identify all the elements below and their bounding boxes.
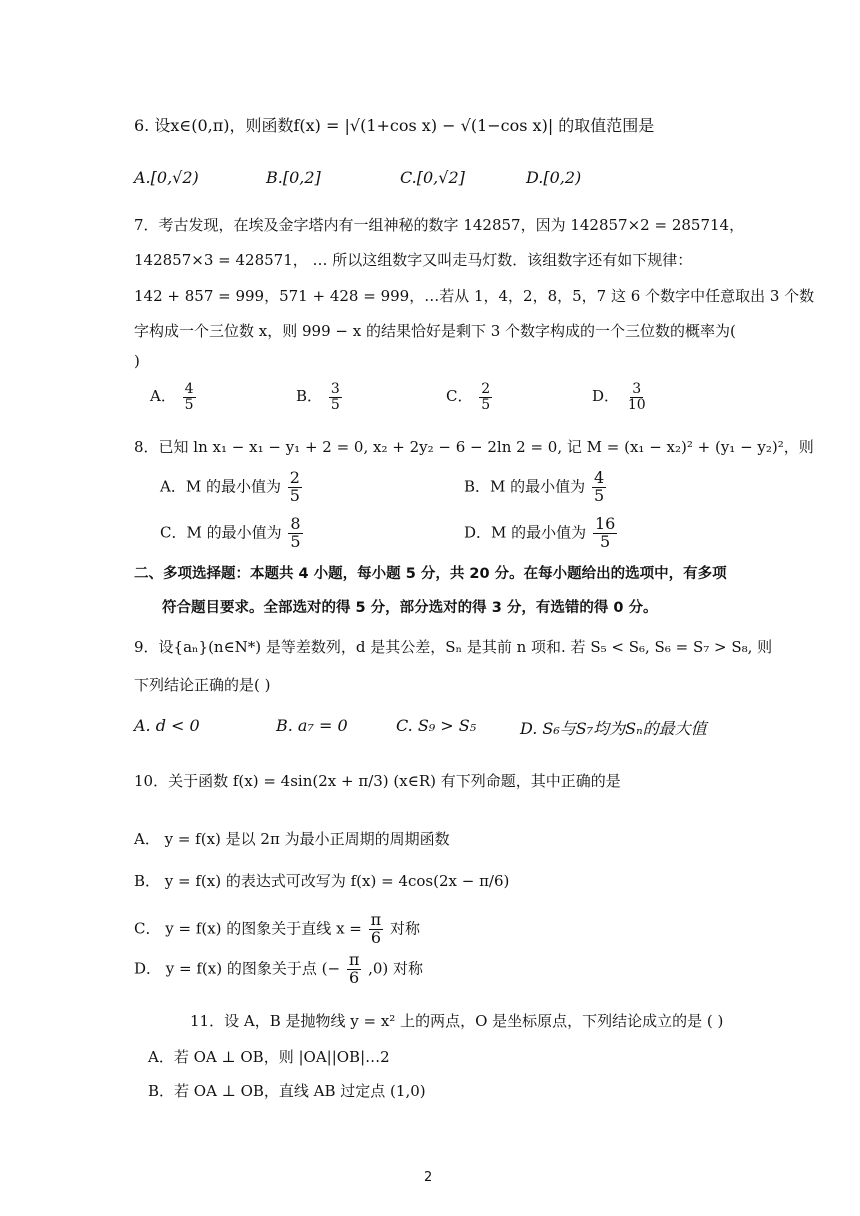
q7-option-b-label: B． (296, 387, 323, 406)
q8-option-a (160, 470, 304, 505)
q10-option-c-den: 6 (370, 927, 381, 947)
q7-option-d-num: 3 (632, 381, 642, 397)
q7-line-2: 142857×3 = 428571， … 所以这组数字又叫走马灯数．该组数字还有如下规律： (134, 251, 693, 269)
q10-option-d-den: 6 (348, 967, 360, 987)
q9-option-b: B. a₇ = 0 (276, 716, 348, 735)
q8-option-d (464, 516, 619, 551)
q9-line-1: 9．设{aₙ}(n∈N*) 是等差数列，d 是其公差，Sₙ 是其前 n 项和. 若 S₅ < S₆, S₆ = S₇ > S₈, 则 (134, 638, 773, 656)
q10-option-a: A． y = f(x) 是以 2π 为最小正周期的周期函数 (134, 830, 450, 848)
q7-line-4: 字构成一个三位数 x，则 999 − x 的结果恰好是剩下 3 个数字构成的一个三位数的概率为( (134, 322, 736, 340)
q8-option-c (160, 516, 305, 551)
q6-option-a: A.[0,√2) (134, 168, 199, 187)
q7-option-b-den: 5 (330, 396, 340, 413)
q8-option-b-den: 5 (593, 485, 605, 505)
q10-option-d-text: D． y = f(x) 的图象关于点 (− (134, 959, 341, 978)
q7-option-a-label: A． (150, 387, 176, 406)
q8-option-d-label: D．M 的最小值为 (464, 523, 587, 542)
q8-stem: 8．已知 ln x₁ − x₁ − y₁ + 2 = 0, x₂ + 2y₂ − 6 − 2ln 2 = 0, 记 M = (x₁ − x₂)² + (y₁ − y₂)²，则 (134, 438, 814, 456)
q7-line-1: 7．考古发现，在埃及金字塔内有一组神秘的数字 142857，因为 142857×2 = 285714， (134, 216, 745, 234)
q7-option-d (592, 382, 650, 412)
q9-option-a: A. d < 0 (134, 716, 200, 735)
q9-option-d: D. S₆与S₇均为Sₙ的最大值 (520, 719, 707, 738)
q6-option-c: C.[0,√2] (400, 168, 465, 187)
q11-stem: 11．设 A，B 是抛物线 y = x² 上的两点，O 是坐标原点，下列结论成立的是 ( ) (190, 1012, 724, 1030)
q8-option-c-label: C．M 的最小值为 (160, 523, 282, 542)
q8-option-b-label: B．M 的最小值为 (464, 477, 586, 496)
q7-option-c-num: 2 (481, 381, 491, 397)
q6-stem: 6. 设x∈(0,π)，则函数f(x) = |√(1+cos x) − √(1−cos x)| 的取值范围是 (134, 116, 655, 135)
q6-option-b: B.[0,2] (266, 168, 321, 187)
q8-option-a-num: 2 (289, 468, 300, 487)
section-2-heading: 二、多项选择题：本题共 4 小题，每小题 5 分，共 20 分。在每小题给出的选项中，有多项 (134, 566, 727, 582)
q7-option-b (296, 382, 344, 412)
q9-line-2: 下列结论正确的是( ) (134, 676, 271, 694)
q7-option-c (446, 382, 494, 412)
q10-option-d-tail: ,0) 对称 (368, 959, 424, 978)
q8-option-d-num: 16 (594, 514, 616, 533)
q6-option-d: D.[0,2) (526, 168, 582, 187)
q7-option-a-num: 4 (184, 381, 194, 397)
q7-line-5: ) (134, 352, 140, 370)
q10-option-c-tail: 对称 (389, 919, 420, 938)
q7-option-a-den: 5 (184, 396, 194, 413)
q7-option-c-den: 5 (481, 396, 491, 413)
q7-line-3: 142 + 857 = 999，571 + 428 = 999，…若从 1，4，2，8，5，7 这 6 个数字中任意取出 3 个数 (134, 287, 815, 305)
q10-option-b: B． y = f(x) 的表达式可改写为 f(x) = 4cos(2x − π/6) (134, 872, 510, 890)
q8-option-a-den: 5 (289, 485, 300, 505)
q8-option-c-num: 8 (290, 514, 301, 533)
q7-option-d-label: D． (592, 387, 620, 406)
q7-option-a (150, 382, 198, 412)
q10-option-d (134, 952, 423, 987)
q11-option-a: A．若 OA ⊥ OB，则 |OA||OB|…2 (148, 1048, 390, 1066)
q10-stem: 10．关于函数 f(x) = 4sin(2x + π/3) (x∈R) 有下列命题，其中正确的是 (134, 772, 621, 790)
q11-option-b: B．若 OA ⊥ OB，直线 AB 过定点 (1,0) (148, 1082, 426, 1100)
q10-option-d-num: π (348, 950, 360, 969)
q10-option-c-text: C． y = f(x) 的图象关于直线 x = (134, 919, 362, 938)
q10-option-c (134, 912, 420, 947)
section-2-instructions: 符合题目要求。全部选对的得 5 分，部分选对的得 3 分，有选错的得 0 分。 (162, 600, 658, 616)
q8-option-b-num: 4 (593, 468, 605, 487)
q7-option-c-label: C． (446, 387, 473, 406)
q8-option-d-den: 5 (600, 531, 611, 551)
q7-option-b-num: 3 (330, 381, 340, 397)
q8-option-c-den: 5 (290, 531, 301, 551)
q8-option-a-label: A．M 的最小值为 (160, 477, 281, 496)
q10-option-c-num: π (370, 910, 382, 929)
q9-option-c: C. S₉ > S₅ (396, 716, 477, 735)
page-number: 2 (424, 1170, 433, 1185)
q8-option-b (464, 470, 608, 505)
q7-option-d-den: 10 (627, 396, 646, 413)
